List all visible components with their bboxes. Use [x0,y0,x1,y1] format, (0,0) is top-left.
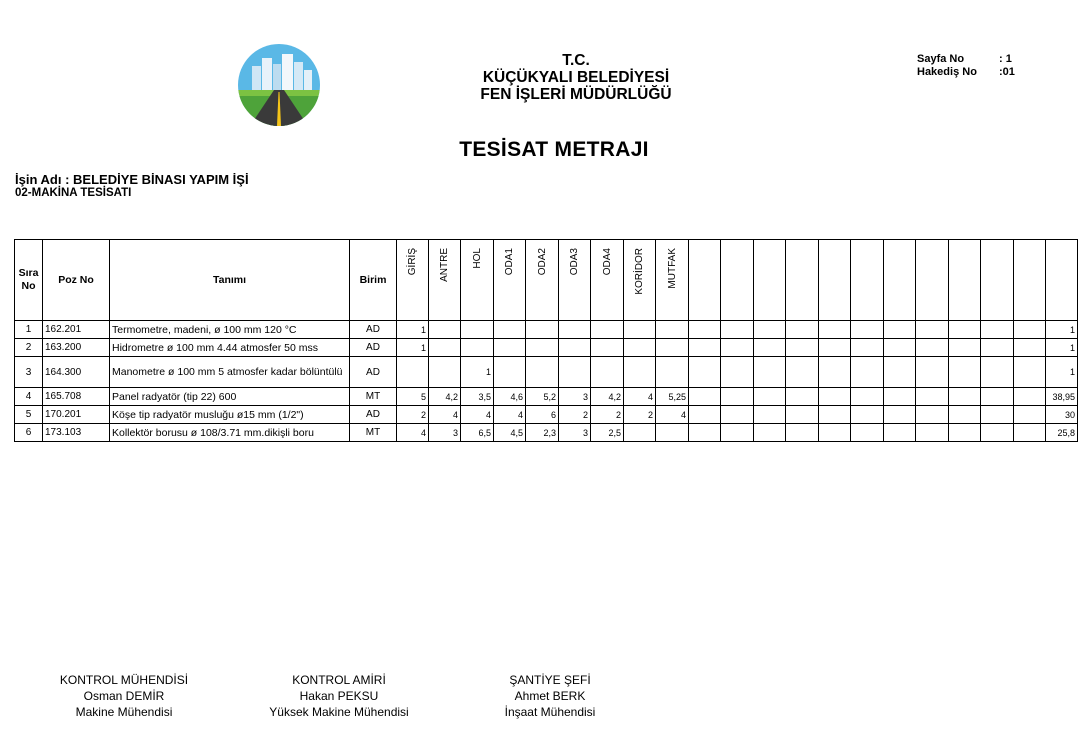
cell-quantity [916,321,949,339]
cell-quantity [1014,406,1046,424]
signature-role: KONTROL MÜHENDİSİ [59,673,189,687]
cell-birim: AD [350,339,397,357]
cell-birim: AD [350,321,397,339]
header-location-13 [786,240,819,321]
cell-quantity [786,388,819,406]
cell-sira: 3 [15,357,43,388]
header-location-6 [559,240,591,321]
cell-quantity: 2 [624,406,656,424]
cell-quantity [689,339,721,357]
hakedis-number-label: Hakediş No [917,66,977,78]
cell-quantity [721,321,754,339]
cell-poz: 170.201 [43,406,110,424]
header-location-10 [689,240,721,321]
cell-quantity [884,321,916,339]
cell-sira: 4 [15,388,43,406]
cell-quantity [949,388,981,406]
cell-quantity [689,357,721,388]
cell-quantity [981,388,1014,406]
cell-tanim: Kollektör borusu ø 108/3.71 mm.dikişli boru [110,424,350,442]
cell-quantity [819,357,851,388]
header-location-12 [754,240,786,321]
cell-quantity [429,339,461,357]
header-location-5 [526,240,559,321]
org-line-2: KÜÇÜKYALI BELEDİYESİ [482,69,670,86]
header-location-16 [884,240,916,321]
cell-quantity [786,424,819,442]
header-location-8 [624,240,656,321]
cell-quantity: 1 [397,339,429,357]
cell-quantity [721,357,754,388]
header-location-label: ODA1 [504,248,515,276]
signature-role: ŞANTİYE ŞEFİ [509,673,591,687]
cell-quantity: 4 [429,406,461,424]
cell-quantity [494,321,526,339]
header-location-label: ODA2 [536,248,548,276]
cell-quantity [786,321,819,339]
cell-quantity [819,424,851,442]
cell-quantity: 2 [559,406,591,424]
cell-quantity: 2 [591,406,624,424]
cell-total: 1 [1046,339,1078,357]
cell-quantity: 2,3 [526,424,559,442]
header-location-label: GİRİŞ [407,248,418,276]
cell-quantity: 4 [656,406,689,424]
cell-quantity [949,357,981,388]
cell-quantity [559,357,591,388]
cell-quantity [461,339,494,357]
cell-quantity [851,406,884,424]
document-title: TESİSAT METRAJI [459,138,649,161]
cell-quantity [689,424,721,442]
cell-quantity [754,424,786,442]
table-row [15,406,1078,424]
header-location-label: ODA3 [569,248,580,276]
cell-quantity [429,321,461,339]
cell-quantity: 4 [624,388,656,406]
cell-tanim: Köşe tip radyatör musluğu ø15 mm (1/2") [110,406,350,424]
cell-quantity [526,357,559,388]
cell-quantity [819,388,851,406]
cell-quantity [949,424,981,442]
cell-quantity [981,339,1014,357]
cell-quantity [624,339,656,357]
cell-quantity [981,321,1014,339]
cell-sira: 5 [15,406,43,424]
signature-title: Makine Mühendisi [75,705,173,719]
header-poz: Poz No [43,240,110,321]
cell-quantity [754,388,786,406]
cell-tanim: Panel radyatör (tip 22) 600 [110,388,350,406]
cell-poz: 162.201 [43,321,110,339]
cell-quantity: 5,25 [656,388,689,406]
cell-quantity: 4 [461,406,494,424]
signature-control-chief [250,672,428,720]
signature-name: Osman DEMİR [83,689,165,703]
cell-quantity [754,339,786,357]
header-location-17 [916,240,949,321]
cell-quantity [786,406,819,424]
table-row [15,339,1078,357]
cell-quantity [397,357,429,388]
signature-control-engineer [40,672,208,720]
cell-total: 1 [1046,357,1078,388]
cell-tanim: Manometre ø 100 mm 5 atmosfer kadar bölüntülü [110,357,350,388]
cell-quantity [689,388,721,406]
cell-quantity: 6 [526,406,559,424]
page-number-value: : 1 [999,53,1012,65]
cell-quantity [884,339,916,357]
cell-quantity: 3 [559,388,591,406]
table-header-row [15,240,1078,321]
header-location-14 [819,240,851,321]
cell-quantity: 4,2 [591,388,624,406]
cell-birim: AD [350,357,397,388]
cell-quantity [819,339,851,357]
signature-title: İnşaat Mühendisi [504,705,596,719]
cell-quantity: 1 [397,321,429,339]
header-location-3 [461,240,494,321]
cell-quantity [591,357,624,388]
cell-quantity [656,424,689,442]
cell-quantity [721,424,754,442]
header-location-7 [591,240,624,321]
cell-quantity [754,406,786,424]
cell-quantity: 4,2 [429,388,461,406]
cell-quantity: 3,5 [461,388,494,406]
cell-poz: 173.103 [43,424,110,442]
header-location-1 [397,240,429,321]
cell-tanim: Termometre, madeni, ø 100 mm 120 °C [110,321,350,339]
cell-quantity [884,406,916,424]
cell-quantity [526,339,559,357]
cell-total: 1 [1046,321,1078,339]
header-location-15 [851,240,884,321]
cell-quantity [429,357,461,388]
header-location-11 [721,240,754,321]
cell-quantity: 1 [461,357,494,388]
cell-quantity [461,321,494,339]
hakedis-number-value: :01 [999,66,1015,78]
cell-quantity [851,388,884,406]
cell-quantity: 2 [397,406,429,424]
cell-quantity: 4,6 [494,388,526,406]
header-sira: Sıra No [15,240,43,321]
cell-quantity [754,357,786,388]
cell-birim: MT [350,388,397,406]
signature-name: Ahmet BERK [514,689,586,703]
table-row [15,388,1078,406]
cell-sira: 6 [15,424,43,442]
org-line-3: FEN İŞLERİ MÜDÜRLÜĞÜ [480,86,672,103]
cell-quantity [916,406,949,424]
cell-quantity [721,406,754,424]
cell-quantity [786,357,819,388]
cell-quantity [689,406,721,424]
cell-quantity: 2,5 [591,424,624,442]
cell-quantity [949,321,981,339]
cell-quantity [851,357,884,388]
cell-quantity [656,357,689,388]
cell-quantity [1014,339,1046,357]
org-line-1: T.C. [562,52,590,69]
header-location-label: ODA4 [601,248,613,276]
cell-quantity [981,406,1014,424]
cell-quantity [851,424,884,442]
cell-quantity [884,388,916,406]
cell-quantity [721,339,754,357]
header-location-label: HOL [471,248,483,269]
cell-total: 25,8 [1046,424,1078,442]
section-name: 02-MAKİNA TESİSATI [15,187,132,199]
cell-quantity: 4 [397,424,429,442]
signature-site-chief [480,672,620,720]
cell-quantity [591,321,624,339]
cell-quantity [884,424,916,442]
cell-quantity [981,424,1014,442]
cell-quantity [1014,388,1046,406]
cell-quantity: 4,5 [494,424,526,442]
cell-quantity [624,424,656,442]
header-location-4 [494,240,526,321]
cell-quantity [981,357,1014,388]
cell-quantity [1014,321,1046,339]
cell-quantity [949,339,981,357]
cell-birim: AD [350,406,397,424]
cell-quantity [819,406,851,424]
header-location-20 [1014,240,1046,321]
cell-quantity [1014,424,1046,442]
cell-quantity [689,321,721,339]
header-location-19 [981,240,1014,321]
cell-total: 38,95 [1046,388,1078,406]
cell-quantity [916,339,949,357]
cell-sira: 2 [15,339,43,357]
metraj-table [14,239,1078,442]
cell-total: 30 [1046,406,1078,424]
cell-poz: 164.300 [43,357,110,388]
signature-title: Yüksek Makine Mühendisi [269,705,409,719]
cell-birim: MT [350,424,397,442]
table-row [15,424,1078,442]
cell-tanim: Hidrometre ø 100 mm 4.44 atmosfer 50 mss [110,339,350,357]
cell-quantity: 6,5 [461,424,494,442]
cell-quantity [591,339,624,357]
cell-quantity [526,321,559,339]
header-location-9 [656,240,689,321]
cell-quantity [559,321,591,339]
cell-quantity [819,321,851,339]
cell-quantity [1014,357,1046,388]
cell-quantity [916,388,949,406]
cell-quantity [786,339,819,357]
cell-sira: 1 [15,321,43,339]
cell-quantity [559,339,591,357]
header-location-label: ANTRE [439,248,450,282]
cell-quantity [656,339,689,357]
header-location-label: KORİDOR [634,248,645,295]
cell-poz: 165.708 [43,388,110,406]
header-location-label: MUTFAK [666,248,678,289]
header-total [1046,240,1078,321]
cell-quantity [851,339,884,357]
cell-quantity: 5 [397,388,429,406]
job-name: İşin Adı : BELEDİYE BİNASI YAPIM İŞİ [15,172,249,187]
cell-quantity [949,406,981,424]
cell-quantity [494,339,526,357]
cell-poz: 163.200 [43,339,110,357]
cell-quantity: 4 [494,406,526,424]
header-tanim: Tanımı [110,240,350,321]
signature-role: KONTROL AMİRİ [292,673,386,687]
cell-quantity [851,321,884,339]
page-info [917,53,1015,79]
municipality-logo [238,44,320,126]
table-row [15,321,1078,339]
cell-quantity: 5,2 [526,388,559,406]
page-number-label: Sayfa No [917,53,965,65]
cell-quantity [656,321,689,339]
cell-quantity [494,357,526,388]
cell-quantity [721,388,754,406]
cell-quantity [916,424,949,442]
signature-name: Hakan PEKSU [299,689,379,703]
organization-header [440,52,712,103]
header-location-2 [429,240,461,321]
cell-quantity [916,357,949,388]
cell-quantity [754,321,786,339]
table-row [15,357,1078,388]
cell-quantity [884,357,916,388]
header-location-18 [949,240,981,321]
cell-quantity [624,357,656,388]
cell-quantity: 3 [429,424,461,442]
header-birim: Birim [350,240,397,321]
cell-quantity: 3 [559,424,591,442]
cell-quantity [624,321,656,339]
